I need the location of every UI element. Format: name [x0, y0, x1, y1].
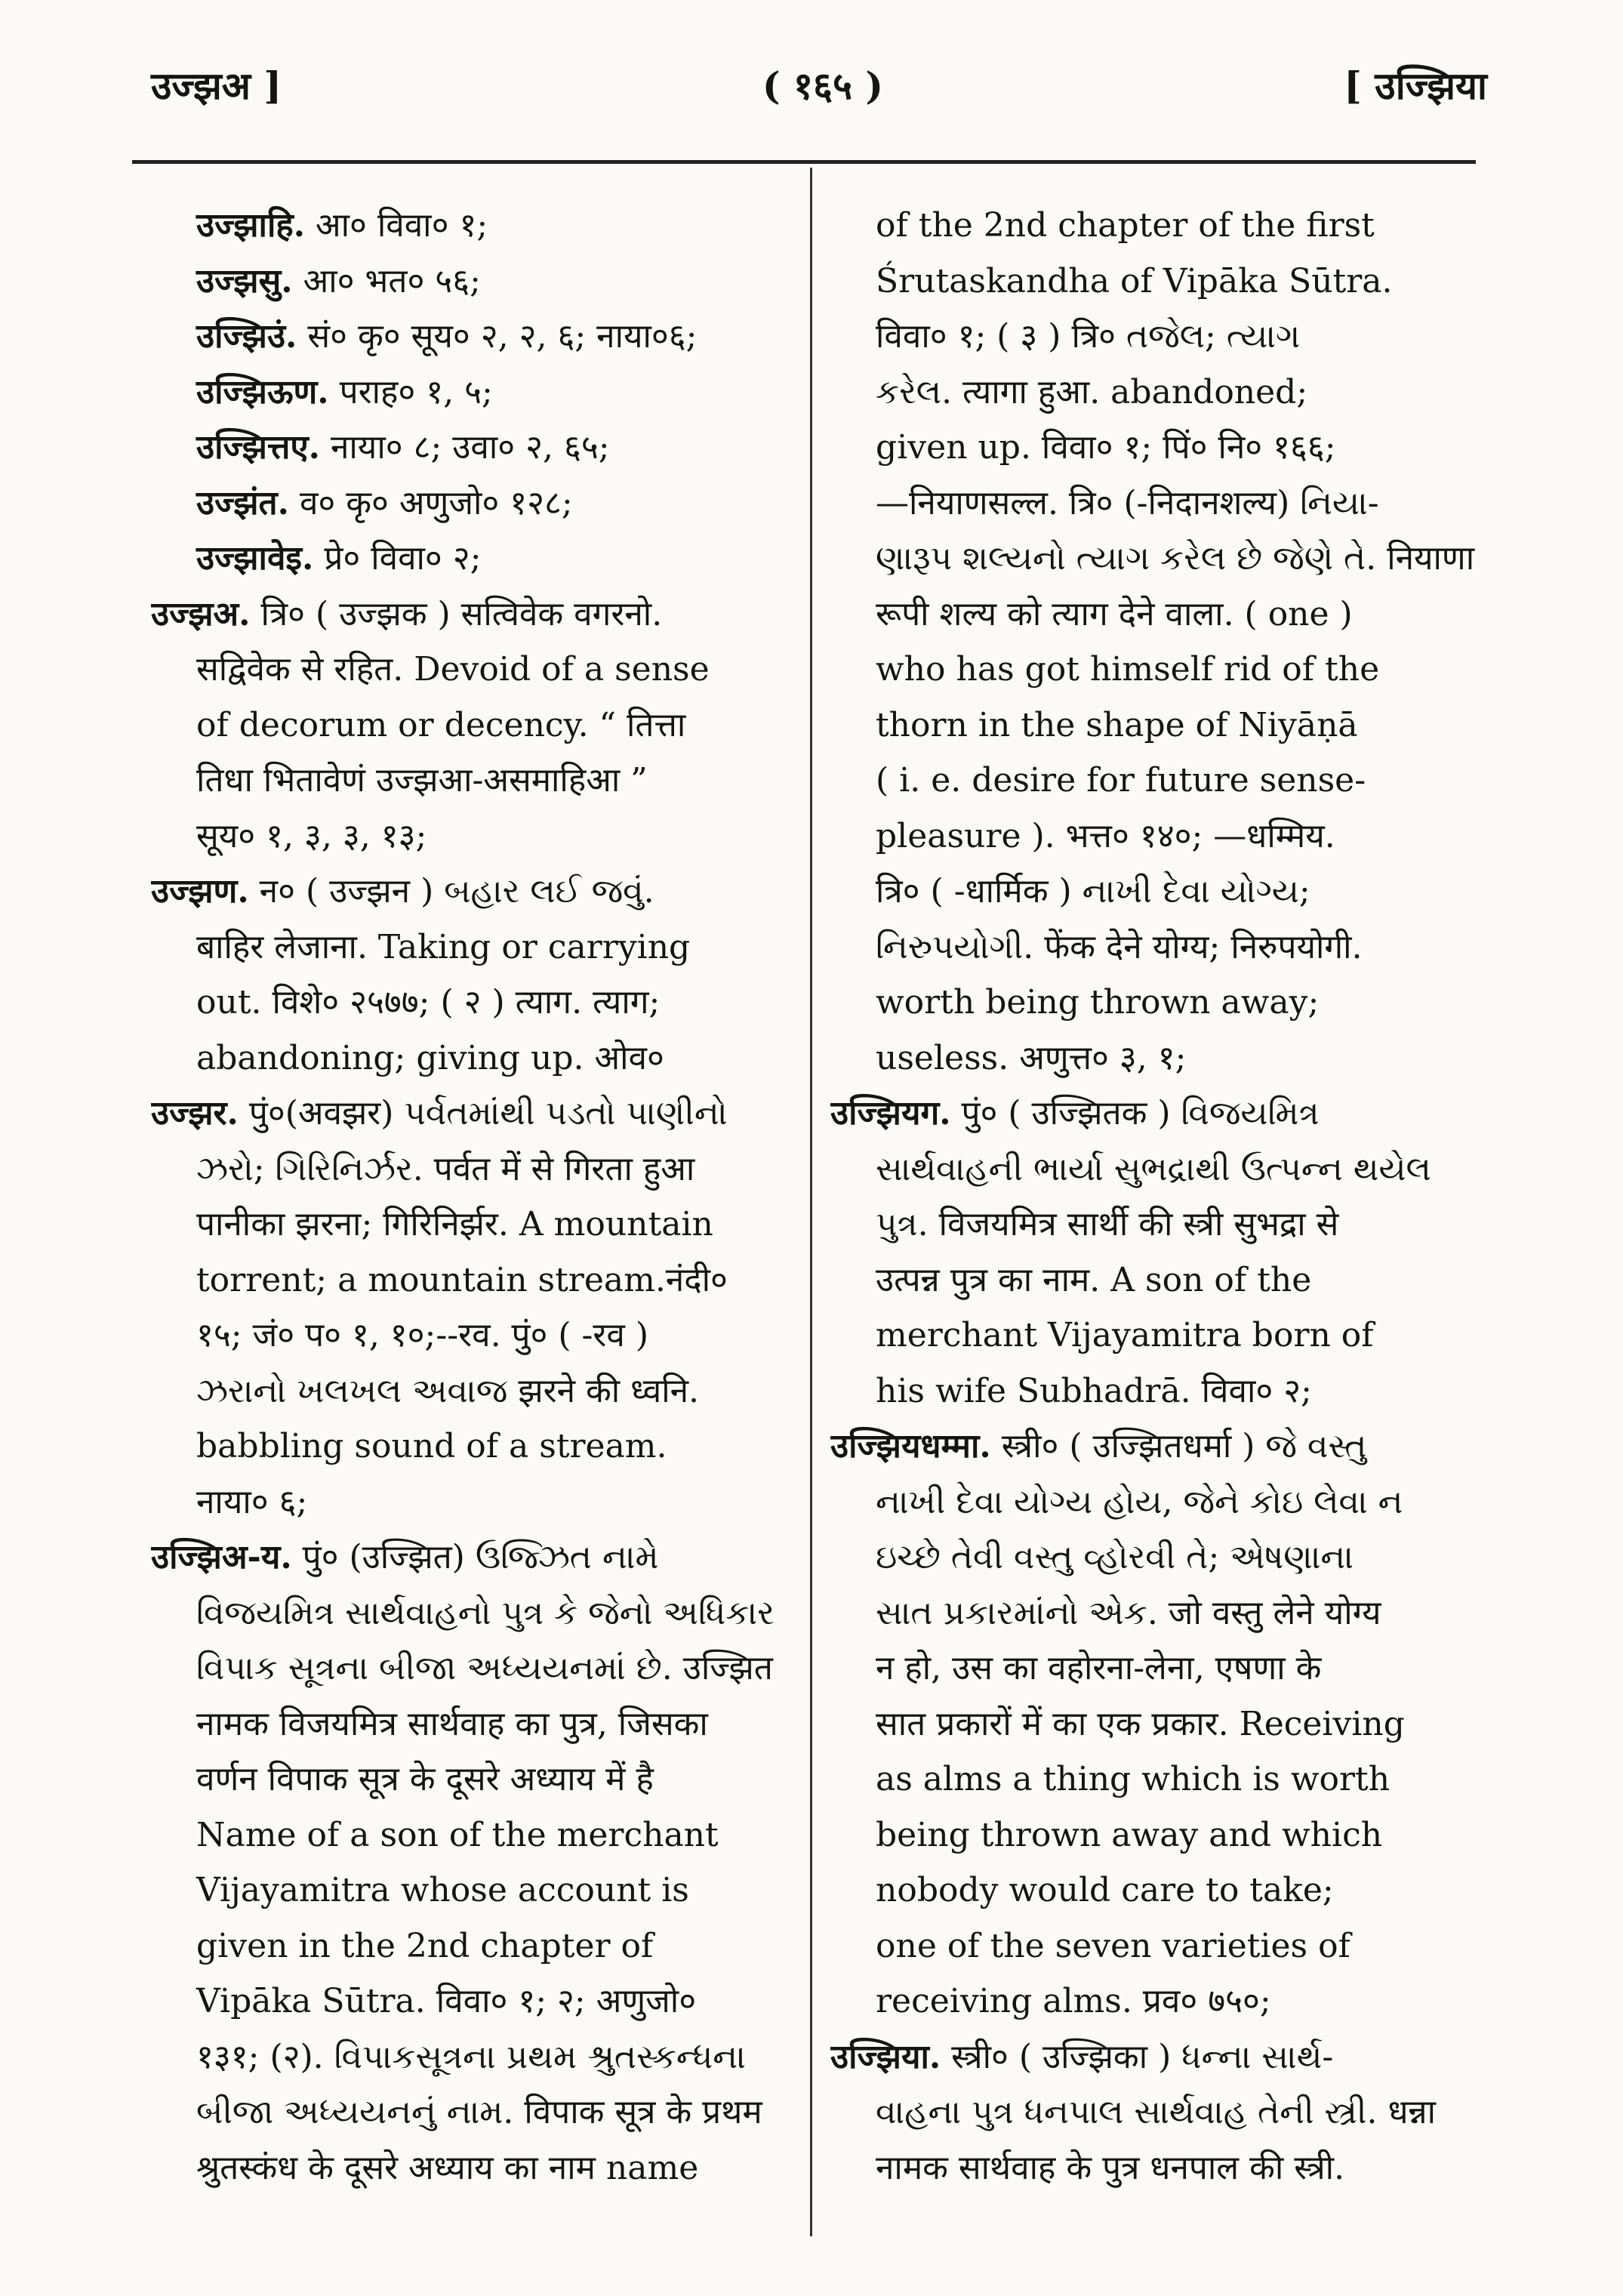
headword: उज्झियधम्मा.: [830, 1427, 991, 1465]
headword: उज्झिअ-य.: [151, 1538, 292, 1576]
continuation-line: [830, 1253, 1480, 1308]
entry-line: [151, 1530, 800, 1586]
header-right-guide-word: [ उज्झिया: [1344, 63, 1487, 108]
continuation-line: [830, 809, 1480, 864]
entry-text: सूय० १, ३, ३, १३;: [196, 816, 427, 855]
continuation-line: [830, 587, 1480, 643]
entry-text: સાત પ્રકારમાંનો એક. जो वस्तु लेने योग्य: [876, 1593, 1381, 1632]
continuation-line: [830, 975, 1480, 1031]
subentry-line: [151, 254, 800, 310]
continuation-line: [151, 2085, 800, 2140]
continuation-line: [830, 1142, 1480, 1197]
continuation-line: [151, 753, 800, 809]
subentry-line: [151, 365, 800, 421]
entry-line: [830, 1086, 1480, 1142]
entry-text: त्रि० ( -धार्मिक ) નાખી દેવા યોગ્ય;: [876, 872, 1310, 911]
entry-text: કરેલ. त्यागा हुआ. abandoned;: [876, 372, 1308, 411]
entry-text: thorn in the shape of Niyāṇā: [876, 705, 1358, 744]
entry-text: पानीका झरना; गिरिनिर्झर. A mountain: [196, 1205, 713, 1244]
continuation-line: [830, 698, 1480, 754]
entry-text: abandoning; giving up. ओव०: [196, 1038, 664, 1077]
entry-text: નિરુપયોગી. फेंक देने योग्य; निरुपयोगी.: [876, 927, 1363, 966]
entry-text: वर्णन विपाक सूत्र के दूसरे अध्याय में है: [196, 1760, 654, 1798]
entry-text: सद्विवेक से रहित. Devoid of a sense: [196, 650, 710, 689]
entry-line: [830, 2029, 1480, 2085]
entry-text: pleasure ). भत्त० १४०; —धम्मिय.: [876, 816, 1335, 855]
entry-text: ઝરો; ગિરિનિર્ઝર. पर्वत में से गिरता हुआ: [196, 1149, 695, 1188]
headword: उज्झिऊण.: [196, 372, 329, 411]
entry-text: વિજયમિત્ર સાર્થવાહનો પુત્ર કે જેનો અધિકાર: [196, 1593, 775, 1632]
continuation-line: [830, 531, 1480, 587]
continuation-line: [830, 1586, 1480, 1641]
continuation-line: [151, 975, 800, 1031]
entry-text: नाया० ८; उवा० २, ६५;: [320, 428, 610, 467]
continuation-line: [830, 1530, 1480, 1586]
headword: उज्झियग.: [830, 1094, 951, 1133]
continuation-line: [151, 1031, 800, 1086]
entry-text: being thrown away and which: [876, 1815, 1383, 1854]
entry-line: [151, 864, 800, 920]
continuation-line: [151, 1641, 800, 1697]
continuation-line: [151, 920, 800, 975]
continuation-line: [830, 365, 1480, 421]
continuation-line: [830, 1697, 1480, 1752]
entry-text: सात प्रकारों में का एक प्रकार. Receiving: [876, 1704, 1405, 1743]
continuation-line: [151, 1364, 800, 1419]
entry-text: one of the seven varieties of: [876, 1926, 1350, 1965]
entry-text: नामक विजयमित्र सार्थवाह का पुत्र, जिसका: [196, 1704, 708, 1743]
subentry-line: [151, 198, 800, 254]
entry-text: ( i. e. desire for future sense-: [876, 761, 1366, 800]
entry-text: torrent; a mountain stream.नंदी०: [196, 1260, 728, 1299]
headword: उज्झिउं.: [196, 317, 297, 356]
header-rule: [132, 160, 1476, 164]
continuation-line: [151, 1142, 800, 1197]
page-number: ( १६५ ): [762, 63, 884, 108]
continuation-line: [830, 309, 1480, 365]
entry-text: पुं० ( उज्झितक ) વિજયમિત્ર: [950, 1094, 1320, 1133]
continuation-line: [151, 1253, 800, 1308]
continuation-line: [151, 1918, 800, 1974]
entry-text: —नियाणसल्ल. त्रि० (-निदानशल्य) નિયા-: [876, 483, 1379, 522]
entry-text: बाहिर लेजाना. Taking or carrying: [196, 927, 691, 966]
continuation-line: [151, 1197, 800, 1253]
entry-text: सं० कृ० सूय० २, २, ६; नाया०६;: [297, 317, 698, 356]
entry-text: given up. विवा० १; पिं० नि० १६६;: [876, 428, 1336, 467]
entry-text: out. विशे० २५७७; ( २ ) त्याग. त्याग;: [196, 983, 661, 1022]
entry-text: १५; जं० प० १, १०;--रव. पुं० ( -रव ): [196, 1316, 649, 1354]
entry-text: ઝરાનો ખલખલ અવાજ झरने की ध्वनि.: [196, 1371, 699, 1410]
entry-text: प्रे० विवा० २;: [313, 539, 482, 578]
continuation-line: [830, 864, 1480, 920]
continuation-line: [151, 809, 800, 864]
entry-line: [151, 587, 800, 643]
entry-text: श्रुतस्कंध के दूसरे अध्याय का नाम name: [196, 2148, 699, 2187]
continuation-line: [830, 2140, 1480, 2196]
entry-text: given in the 2nd chapter of: [196, 1926, 654, 1965]
entry-text: नामक सार्थवाह के पुत्र धनपाल की स्त्री.: [876, 2148, 1345, 2187]
continuation-line: [830, 1863, 1480, 1918]
entry-text: आ० विवा० १;: [305, 206, 488, 245]
continuation-line: [830, 1475, 1480, 1530]
continuation-line: [830, 1308, 1480, 1364]
entry-text: વિપાક સૂત્રના બીજા અધ્યયનમાં છે. उज्झित: [196, 1649, 773, 1687]
entry-text: व० कृ० अणुजो० १२८;: [288, 483, 573, 522]
continuation-line: [830, 642, 1480, 698]
entry-line: [151, 1086, 800, 1142]
entry-text: नाया० ६;: [196, 1482, 308, 1521]
continuation-line: [830, 420, 1480, 476]
header-left-guide-word: उज्झअ ]: [151, 63, 282, 108]
entry-text: उत्पन्न पुत्र का नाम. A son of the: [876, 1260, 1312, 1299]
entry-text: ઇચ્છે તેવી વસ્તુ વ્હોરવી તે; એષણાના: [876, 1538, 1354, 1576]
entry-text: useless. अणुत्त० ३, १;: [876, 1038, 1187, 1077]
entry-text: Śrutaskandha of Vipāka Sūtra.: [876, 261, 1393, 300]
continuation-line: [151, 2029, 800, 2085]
entry-text: न हो, उस का वहोरना-लेना, एषणा के: [876, 1649, 1322, 1687]
headword: उज्झसु.: [196, 261, 293, 300]
entry-text: worth being thrown away;: [876, 983, 1320, 1022]
continuation-line: [151, 1308, 800, 1364]
entry-text: न० ( उज्झन ) બહાર લઈ જવું.: [248, 872, 654, 911]
entry-text: babbling sound of a stream.: [196, 1427, 667, 1465]
continuation-line: [151, 1863, 800, 1918]
continuation-line: [830, 1918, 1480, 1974]
headword: उज्झिया.: [830, 2037, 941, 2076]
entry-text: Vijayamitra whose account is: [196, 1871, 689, 1909]
left-column: [151, 198, 800, 2196]
continuation-line: [830, 1364, 1480, 1419]
continuation-line: [151, 1752, 800, 1808]
headword: उज्झावेइ.: [196, 539, 314, 578]
entry-text: ણારૂપ શલ્યનો ત્યાગ કરેલ છે જેણે તે. नियाणा: [876, 539, 1475, 578]
entry-text: रूपी शल्य को त्याग देने वाला. ( one ): [876, 594, 1353, 633]
subentry-line: [151, 309, 800, 365]
entry-text: पुं० (उज्झित) ઉજ્ઝિત નામે: [291, 1538, 659, 1576]
continuation-line: [151, 1475, 800, 1530]
entry-text: as alms a thing which is worth: [876, 1760, 1390, 1798]
entry-text: तिधा भितावेणं उज्झआ-असमाहिआ ”: [196, 761, 648, 800]
entry-text: વાહના પુત્ર ધનપાલ સાર્થવાહ તેની સ્ત્રી. धन्ना: [876, 2093, 1436, 2131]
entry-text: receiving alms. प्रव० ७५०;: [876, 1982, 1271, 2020]
entry-text: merchant Vijayamitra born of: [876, 1316, 1374, 1354]
continuation-line: [830, 1974, 1480, 2029]
continuation-line: [830, 476, 1480, 532]
entry-text: of decorum or decency. “ तित्ता: [196, 705, 686, 744]
entry-text: his wife Subhadrā. विवा० २;: [876, 1371, 1312, 1410]
continuation-line: [830, 753, 1480, 809]
entry-text: विवा० १; ( ३ ) त्रि० તજેલ; ત્યાગ: [876, 317, 1301, 356]
entry-text: स्त्री० ( उज्झितधर्मा ) જે વસ્તુ: [990, 1427, 1367, 1465]
continuation-line: [830, 1197, 1480, 1253]
headword: उज्झअ.: [151, 594, 251, 633]
continuation-line: [151, 1808, 800, 1863]
headword: उज्झाहि.: [196, 206, 306, 245]
continuation-line: [151, 1419, 800, 1475]
entry-text: બીજા અધ્યયનનું નામ. विपाक सूत्र के प्रथम: [196, 2093, 762, 2131]
entry-text: पराह० १, ५;: [328, 372, 493, 411]
right-column: [830, 198, 1480, 2196]
continuation-line: [830, 254, 1480, 310]
entry-text: Name of a son of the merchant: [196, 1815, 719, 1854]
subentry-line: [151, 420, 800, 476]
continuation-line: [151, 1974, 800, 2029]
column-divider: [810, 168, 812, 2236]
entry-line: [830, 1419, 1480, 1475]
continuation-line: [151, 642, 800, 698]
headword: उज्झंत.: [196, 483, 289, 522]
continuation-line: [830, 920, 1480, 975]
entry-text: स्त्री० ( उज्झिका ) ધન્ના સાર્થ-: [941, 2037, 1334, 2076]
subentry-line: [151, 531, 800, 587]
entry-text: १३१; (२). વિપાકસૂત્રના પ્રથમ શ્રુતસ્કન્ધના: [196, 2037, 746, 2076]
headword: उज्झित्तए.: [196, 428, 320, 467]
continuation-line: [830, 1031, 1480, 1086]
entry-text: त्रि० ( उज्झक ) सत्विवेक वगरनो.: [250, 594, 663, 633]
entry-text: of the 2nd chapter of the first: [876, 206, 1375, 245]
headword: उज्झर.: [151, 1094, 239, 1133]
continuation-line: [830, 198, 1480, 254]
entry-text: Vipāka Sūtra. विवा० १; २; अणुजो०: [196, 1982, 697, 2020]
entry-text: સાર્થવાહની ભાર્યા સુભદ્રાથી ઉત્પન્ન થયેલ: [876, 1149, 1431, 1188]
entry-text: nobody would care to take;: [876, 1871, 1334, 1909]
continuation-line: [151, 698, 800, 754]
entry-text: पुं०(अवझर) પર્વતમાંથી પડતો પાણીનો: [238, 1094, 728, 1133]
entry-text: પુત્ર. विजयमित्र सार्थी की स्त्री सुभद्रा से: [876, 1205, 1339, 1244]
continuation-line: [830, 1808, 1480, 1863]
headword: उज्झण.: [151, 872, 249, 911]
continuation-line: [151, 2140, 800, 2196]
entry-text: who has got himself rid of the: [876, 650, 1380, 689]
continuation-line: [830, 2085, 1480, 2140]
entry-text: નાખી દેવા યોગ્ય હોય, જેને કોઇ લેવા ન: [876, 1482, 1403, 1521]
subentry-line: [151, 476, 800, 532]
continuation-line: [830, 1752, 1480, 1808]
continuation-line: [151, 1586, 800, 1641]
continuation-line: [151, 1697, 800, 1752]
continuation-line: [830, 1641, 1480, 1697]
entry-text: आ० भत० ५६;: [292, 261, 481, 300]
